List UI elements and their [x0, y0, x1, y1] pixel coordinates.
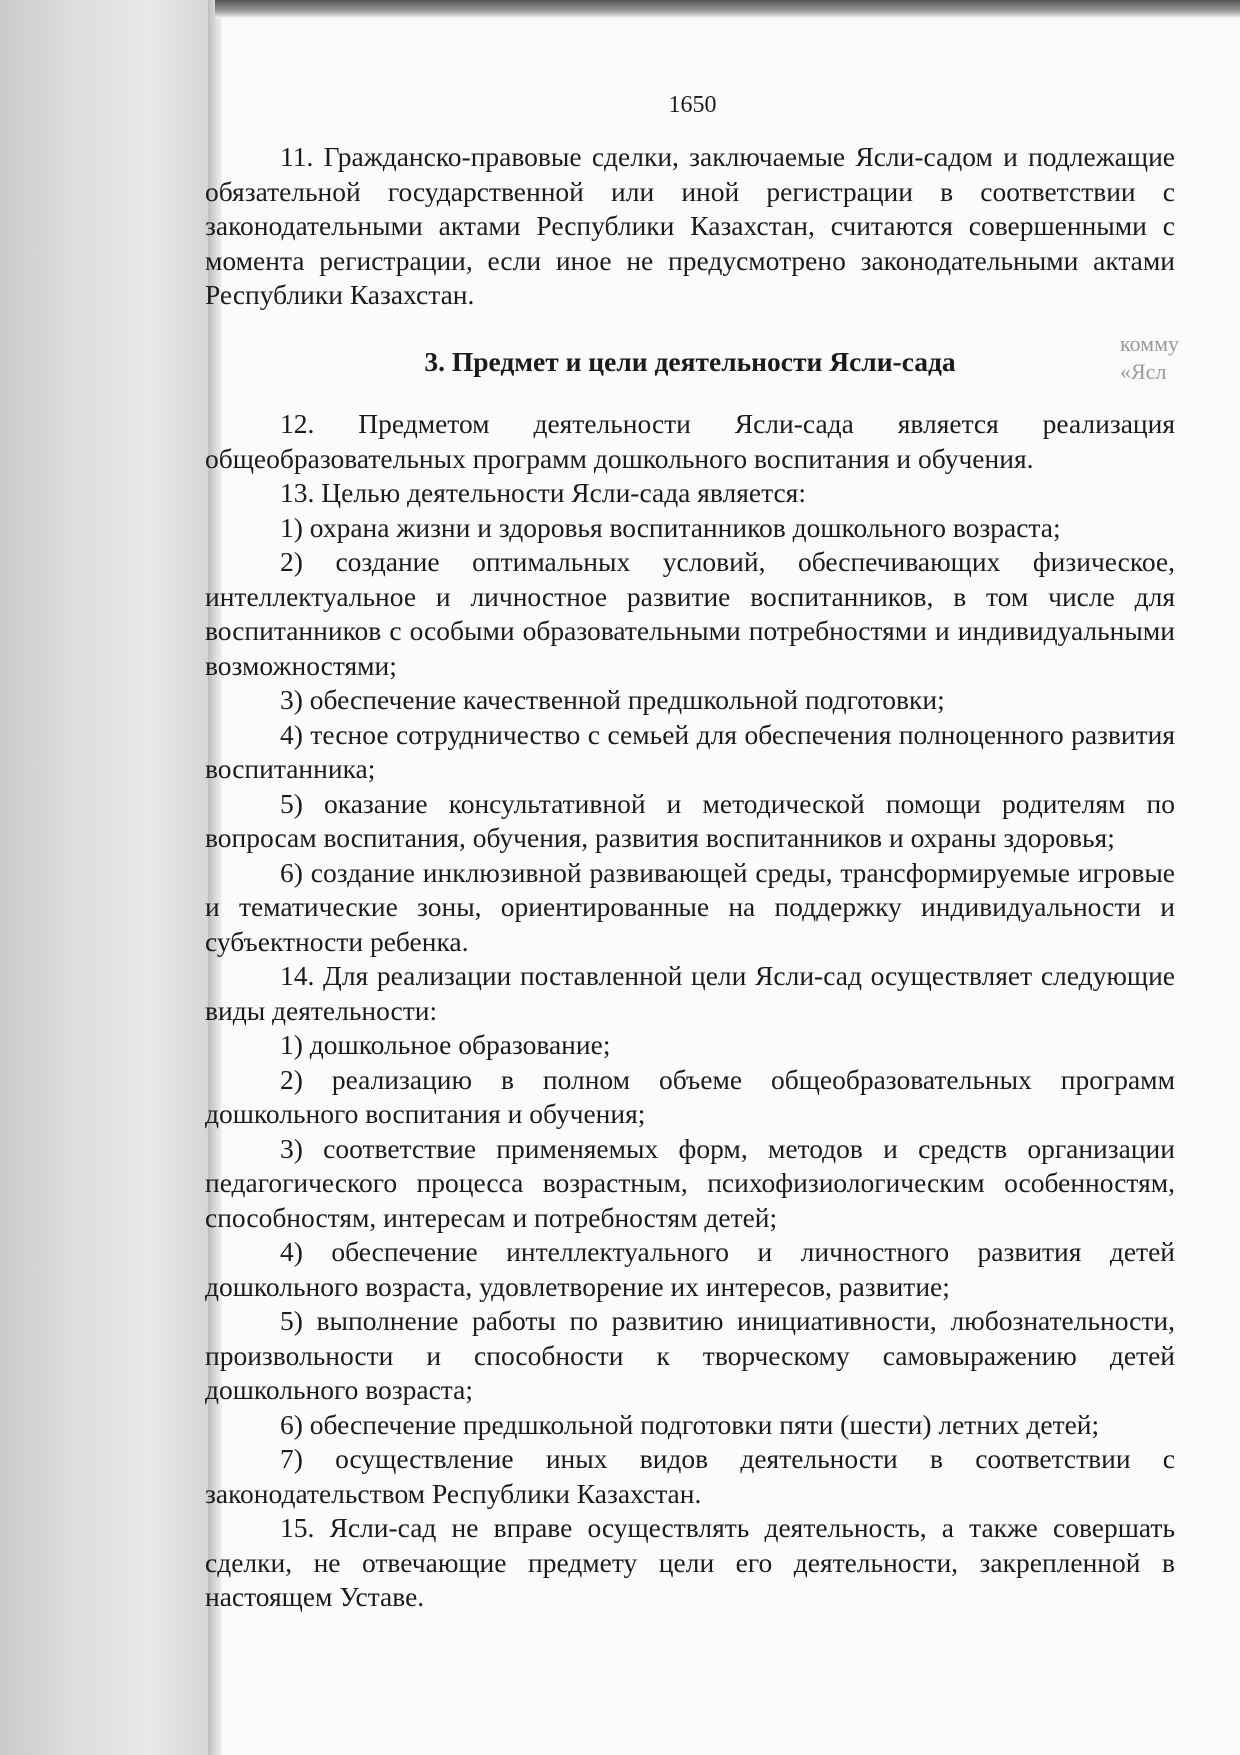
clause-14-item: 7) осуществление иных видов деятельности в соответствии с законодательством Республики Казахстан. — [205, 1443, 1175, 1509]
clause-13-item: 4) тесное сотрудничество с семьей для обеспечения полноценного развития воспитанника; — [205, 718, 1175, 784]
clause-14-item: 6) обеспечение предшкольной подготовки пяти (шести) летних детей; — [280, 1408, 1100, 1440]
clause-14-item: 5) выполнение работы по развитию инициативности, любознательности, произвольности и способности к творческому самовыражению детей дошкольного возраста; — [205, 1305, 1175, 1405]
clause-14-item: 3) соответствие применяемых форм, методов и средств организации педагогического процесса возрастным, психофизиологическим особенностям, способностям, интересам и потребностям детей; — [205, 1132, 1175, 1233]
document-page — [205, 0, 1180, 1755]
clause-13-item: 1) охрана жизни и здоровья воспитанников дошкольного возраста; — [280, 511, 1061, 543]
behind-line: «Ясл — [1120, 359, 1167, 384]
book-spine-shadow — [0, 0, 215, 1755]
behind-line: комму — [1120, 331, 1179, 356]
section-heading: 3. Предмет и цели деятельности Ясли-сада — [424, 345, 956, 377]
clause-14-item: 1) дошкольное образование; — [280, 1029, 611, 1060]
page-content — [205, 140, 1175, 1615]
clause-13-item: 5) оказание консультативной и методической помощи родителям по вопросам воспитания, обучения, развития воспитанников и охраны здоровья; — [205, 787, 1175, 853]
clause-12: 12. Предметом деятельности Ясли-сада является реализация общеобразовательных программ дошкольного воспитания и обучения. — [205, 408, 1175, 474]
clause-11: 11. Гражданско-правовые сделки, заключаемые Ясли-садом и подлежащие обязательной государственной или иной регистрации в соответствии с законодательными актами Республики Казахстан, считаются совершенными с момента регистрации, если иное не предусмотрено законодательными актами Республики Казахстан. — [205, 141, 1175, 310]
clause-13-intro: 13. Целью деятельности Ясли-сада является: — [280, 477, 806, 508]
clause-14-item: 4) обеспечение интеллектуального и личностного развития детей дошкольного возраста, удовлетворение их интересов, развитие; — [205, 1236, 1175, 1302]
clause-13-item: 3) обеспечение качественной предшкольной подготовки; — [280, 684, 945, 715]
clause-14-intro: 14. Для реализации поставленной цели Ясли-сад осуществляет следующие виды деятельности: — [205, 960, 1175, 1026]
clause-13-item: 2) создание оптимальных условий, обеспечивающих физическое, интеллектуальное и личностное развитие воспитанников, в том числе для воспитанников с особыми образовательными потребностями и индивидуальными возможностями; — [205, 546, 1175, 681]
clause-13-item: 6) создание инклюзивной развивающей среды, трансформируемые игровые и тематические зоны, ориентированные на поддержку индивидуальности и субъектности ребенка. — [205, 856, 1175, 957]
clause-15: 15. Ясли-сад не вправе осуществлять деятельность, а также совершать сделки, не отвечающие предмету цели его деятельности, закрепленной в настоящем Уставе. — [205, 1512, 1175, 1612]
clause-14-item: 2) реализацию в полном объеме общеобразовательных программ дошкольного воспитания и обучения; — [205, 1063, 1175, 1129]
page-number: 1650 — [668, 92, 717, 118]
